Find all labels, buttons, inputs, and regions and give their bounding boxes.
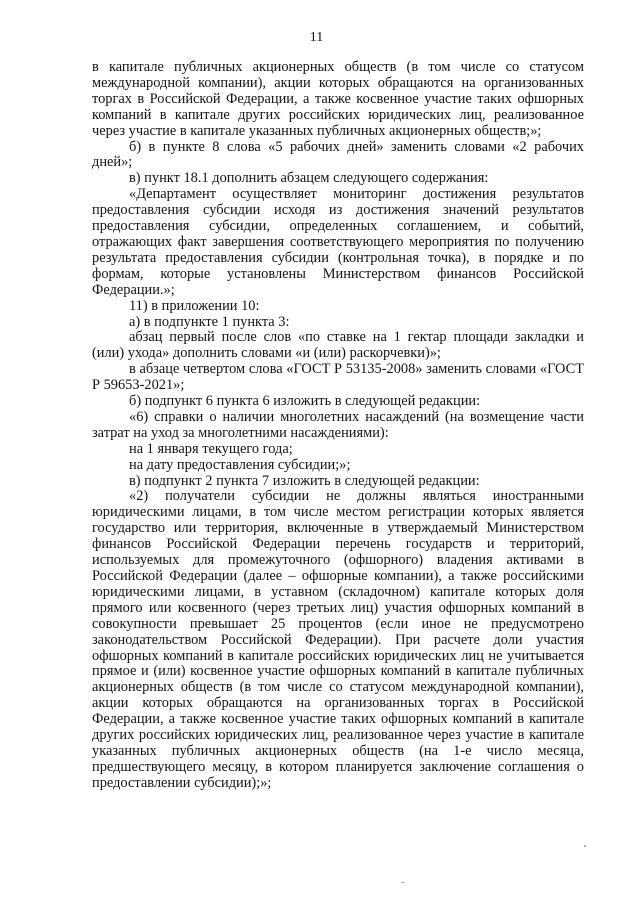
paragraph: «Департамент осуществляет мониторинг достижения результатов предоставления субсидии исходя из достижения значений результатов предоставления субсидии, определенных соглашением, и событий, отражающих факт завершения соответствующего мероприятия по получению результата предоставления субсидии (контрольная точка), в порядке и по формам, которые установлены Министерством финансов Российской Федерации.»; xyxy=(92,186,584,298)
paragraph: а) в подпункте 1 пункта 3: xyxy=(129,313,290,330)
scan-speck xyxy=(584,845,586,847)
paragraph: б) подпункт 6 пункта 6 изложить в следующей редакции: xyxy=(129,393,481,410)
paragraph: в) пункт 18.1 дополнить абзацем следующего содержания: xyxy=(129,170,489,187)
paragraph: на 1 января текущего года; xyxy=(129,440,293,457)
paragraph: 11) в приложении 10: xyxy=(129,297,260,314)
page-number: 11 xyxy=(309,30,324,45)
paragraph: «6) справки о наличии многолетних насаждений (на возмещение части затрат на уход за многолетними насаждениями): xyxy=(92,408,584,441)
paragraph: на дату предоставления субсидии;»; xyxy=(129,456,351,473)
paragraph: б) в пункте 8 слова «5 рабочих дней» заменить словами «2 рабочих дней»; xyxy=(92,138,584,171)
document-body xyxy=(92,60,584,792)
paragraph: в) подпункт 2 пункта 7 изложить в следующей редакции: xyxy=(129,472,480,489)
paragraph: в капитале публичных акционерных обществ (в том числе со статусом международной компании), акции которых обращаются на организованных торгах в Российской Федерации, а также косвенное участие таких офшорных компаний в капитале других российских юридических лиц, реализованное через участие в капитале указанных публичных акционерных обществ;»; xyxy=(92,59,584,139)
scan-speck xyxy=(401,882,404,883)
paragraph: «2) получатели субсидии не должны являться иностранными юридическими лицами, в том числе местом регистрации которых является государство или территория, включенные в утверждаемый Министерством финансов Российской Федерации перечень государств и территорий, используемых для промежуточного (офшорного) владения активами в Российской Федерации (далее – офшорные компании), а также российскими юридическими лицами, в уставном (складочном) капитале которых доля прямого или косвенного (через третьих лиц) участия офшорных компаний в совокупности превышает 25 процентов (если иное не предусмотрено законодательством Российской Федерации). При расчете доли участия офшорных компаний в капитале российских юридических лиц не учитывается прямое и (или) косвенное участие офшорных компаний в капитале публичных акционерных обществ (в том числе со статусом международной компании), акции которых обращаются на организованных торгах в Российской Федерации, а также косвенное участие таких офшорных компаний в капитале других российских юридических лиц, реализованное через участие в капитале указанных публичных акционерных обществ (на 1-е число месяца, предшествующего месяцу, в котором планируется заключение соглашения о предоставлении субсидии);»; xyxy=(92,488,584,791)
paragraph: абзац первый после слов «по ставке на 1 гектар площади закладки и (или) ухода» дополнить словами «и (или) раскорчевки)»; xyxy=(92,329,584,362)
paragraph: в абзаце четвертом слова «ГОСТ Р 53135-2008» заменить словами «ГОСТ Р 59653-2021»; xyxy=(92,361,584,394)
